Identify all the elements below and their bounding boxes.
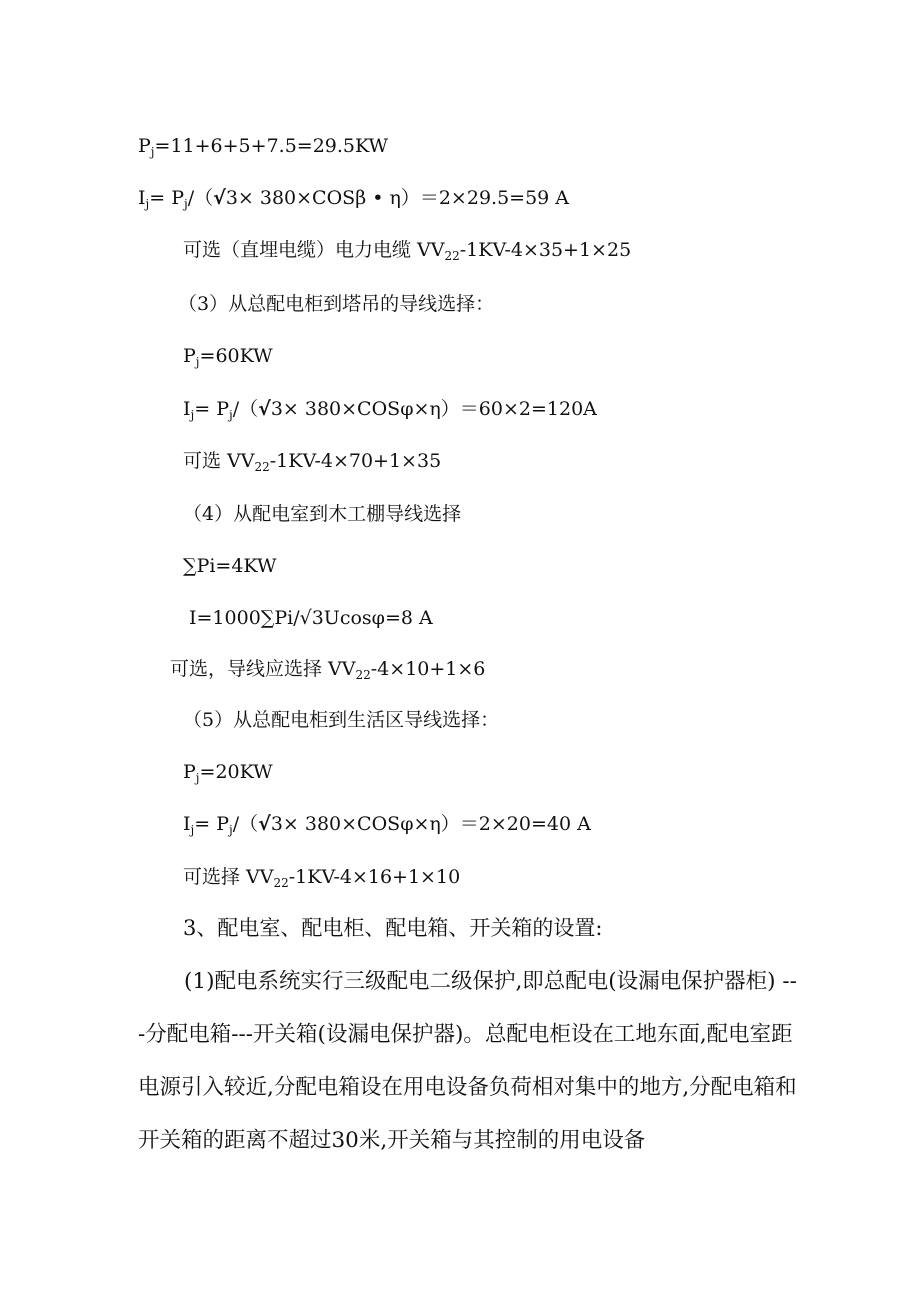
heading-4: （4）从配电室到木工棚导线选择 <box>183 503 462 525</box>
sqrt-icon: √ <box>258 398 271 420</box>
text: -4×10+1×6 <box>370 658 486 680</box>
subscript-22: 22 <box>355 668 371 682</box>
sqrt-icon: √ <box>213 187 226 209</box>
body-paragraph <box>138 955 798 1167</box>
symbol-i: I <box>138 187 146 209</box>
formula-text: 3× 380×COSφ×η）＝60×2=120A <box>270 398 597 420</box>
cable-choice-3 <box>170 658 486 682</box>
text: 可选（直埋电缆）电力电缆 VV <box>183 239 445 261</box>
subscript-j: j <box>190 823 195 837</box>
formula-ij-1 <box>138 187 570 211</box>
symbol-p: P <box>183 761 196 783</box>
subscript-j: j <box>229 408 233 422</box>
formula-text: 3× 380×COSφ×η）＝2×20=40 A <box>270 813 591 835</box>
symbol-i: I <box>183 398 191 420</box>
subscript-j: j <box>150 145 155 159</box>
formula-pj-2 <box>183 345 273 369</box>
sqrt-icon: √ <box>258 813 271 835</box>
cable-choice-2 <box>183 450 442 474</box>
symbol-p: P <box>138 135 151 157</box>
formula-text: = P <box>194 398 229 420</box>
symbol-p: P <box>183 345 196 367</box>
subscript-22: 22 <box>254 460 270 474</box>
formula-ij-2 <box>183 398 597 422</box>
subscript-j: j <box>145 197 150 211</box>
formula-current-4: I=1000∑Pi/√3Ucosφ=8 A <box>189 607 433 629</box>
cable-choice-4 <box>183 866 461 890</box>
formula-pj-3 <box>183 761 273 785</box>
formula-text: 3× 380×COSβ • η）＝2×29.5=59 A <box>225 187 570 209</box>
subscript-22: 22 <box>273 876 289 890</box>
heading-5: （5）从总配电柜到生活区导线选择： <box>183 709 500 731</box>
formula-text: = P <box>149 187 184 209</box>
text: -1KV-4×16+1×10 <box>288 866 461 888</box>
text: 可选择 VV <box>183 866 274 888</box>
section-heading-3: 3、配电室、配电柜、配电箱、开关箱的设置: <box>183 916 603 940</box>
cable-choice-1 <box>183 239 632 263</box>
text: 可选，导线应选择 VV <box>170 658 356 680</box>
text: -1KV-4×70+1×35 <box>269 450 442 472</box>
text: -1KV-4×35+1×25 <box>459 239 632 261</box>
subscript-22: 22 <box>444 249 460 263</box>
formula-text: /（ <box>232 398 259 420</box>
formula-pj-1 <box>138 135 389 159</box>
subscript-j: j <box>195 771 200 785</box>
formula-ij-3 <box>183 813 591 837</box>
heading-3: （3）从总配电柜到塔吊的导线选择： <box>178 293 495 315</box>
subscript-j: j <box>229 823 233 837</box>
formula-sum-pi: ∑Pi=4KW <box>183 555 277 577</box>
formula-text: =11+6+5+7.5=29.5KW <box>154 135 389 157</box>
formula-text: =60KW <box>199 345 273 367</box>
formula-text: /（ <box>187 187 214 209</box>
text: 可选 VV <box>183 450 255 472</box>
paragraph-text: (1)配电系统实行三级配电二级保护,即总配电(设漏电保护器柜) ---分配电箱---开关箱(设漏电保护器)。总配电柜设在工地东面,配电室距电源引入较近,分配电箱设在用电设备负荷相对集中的地方,分配电箱和开关箱的距离不超过30米,开关箱与其控制的用电设备 <box>138 969 797 1153</box>
symbol-i: I <box>183 813 191 835</box>
subscript-j: j <box>195 355 200 369</box>
subscript-j: j <box>184 197 188 211</box>
formula-text: = P <box>194 813 229 835</box>
subscript-j: j <box>190 408 195 422</box>
formula-text: /（ <box>232 813 259 835</box>
formula-text: =20KW <box>199 761 273 783</box>
